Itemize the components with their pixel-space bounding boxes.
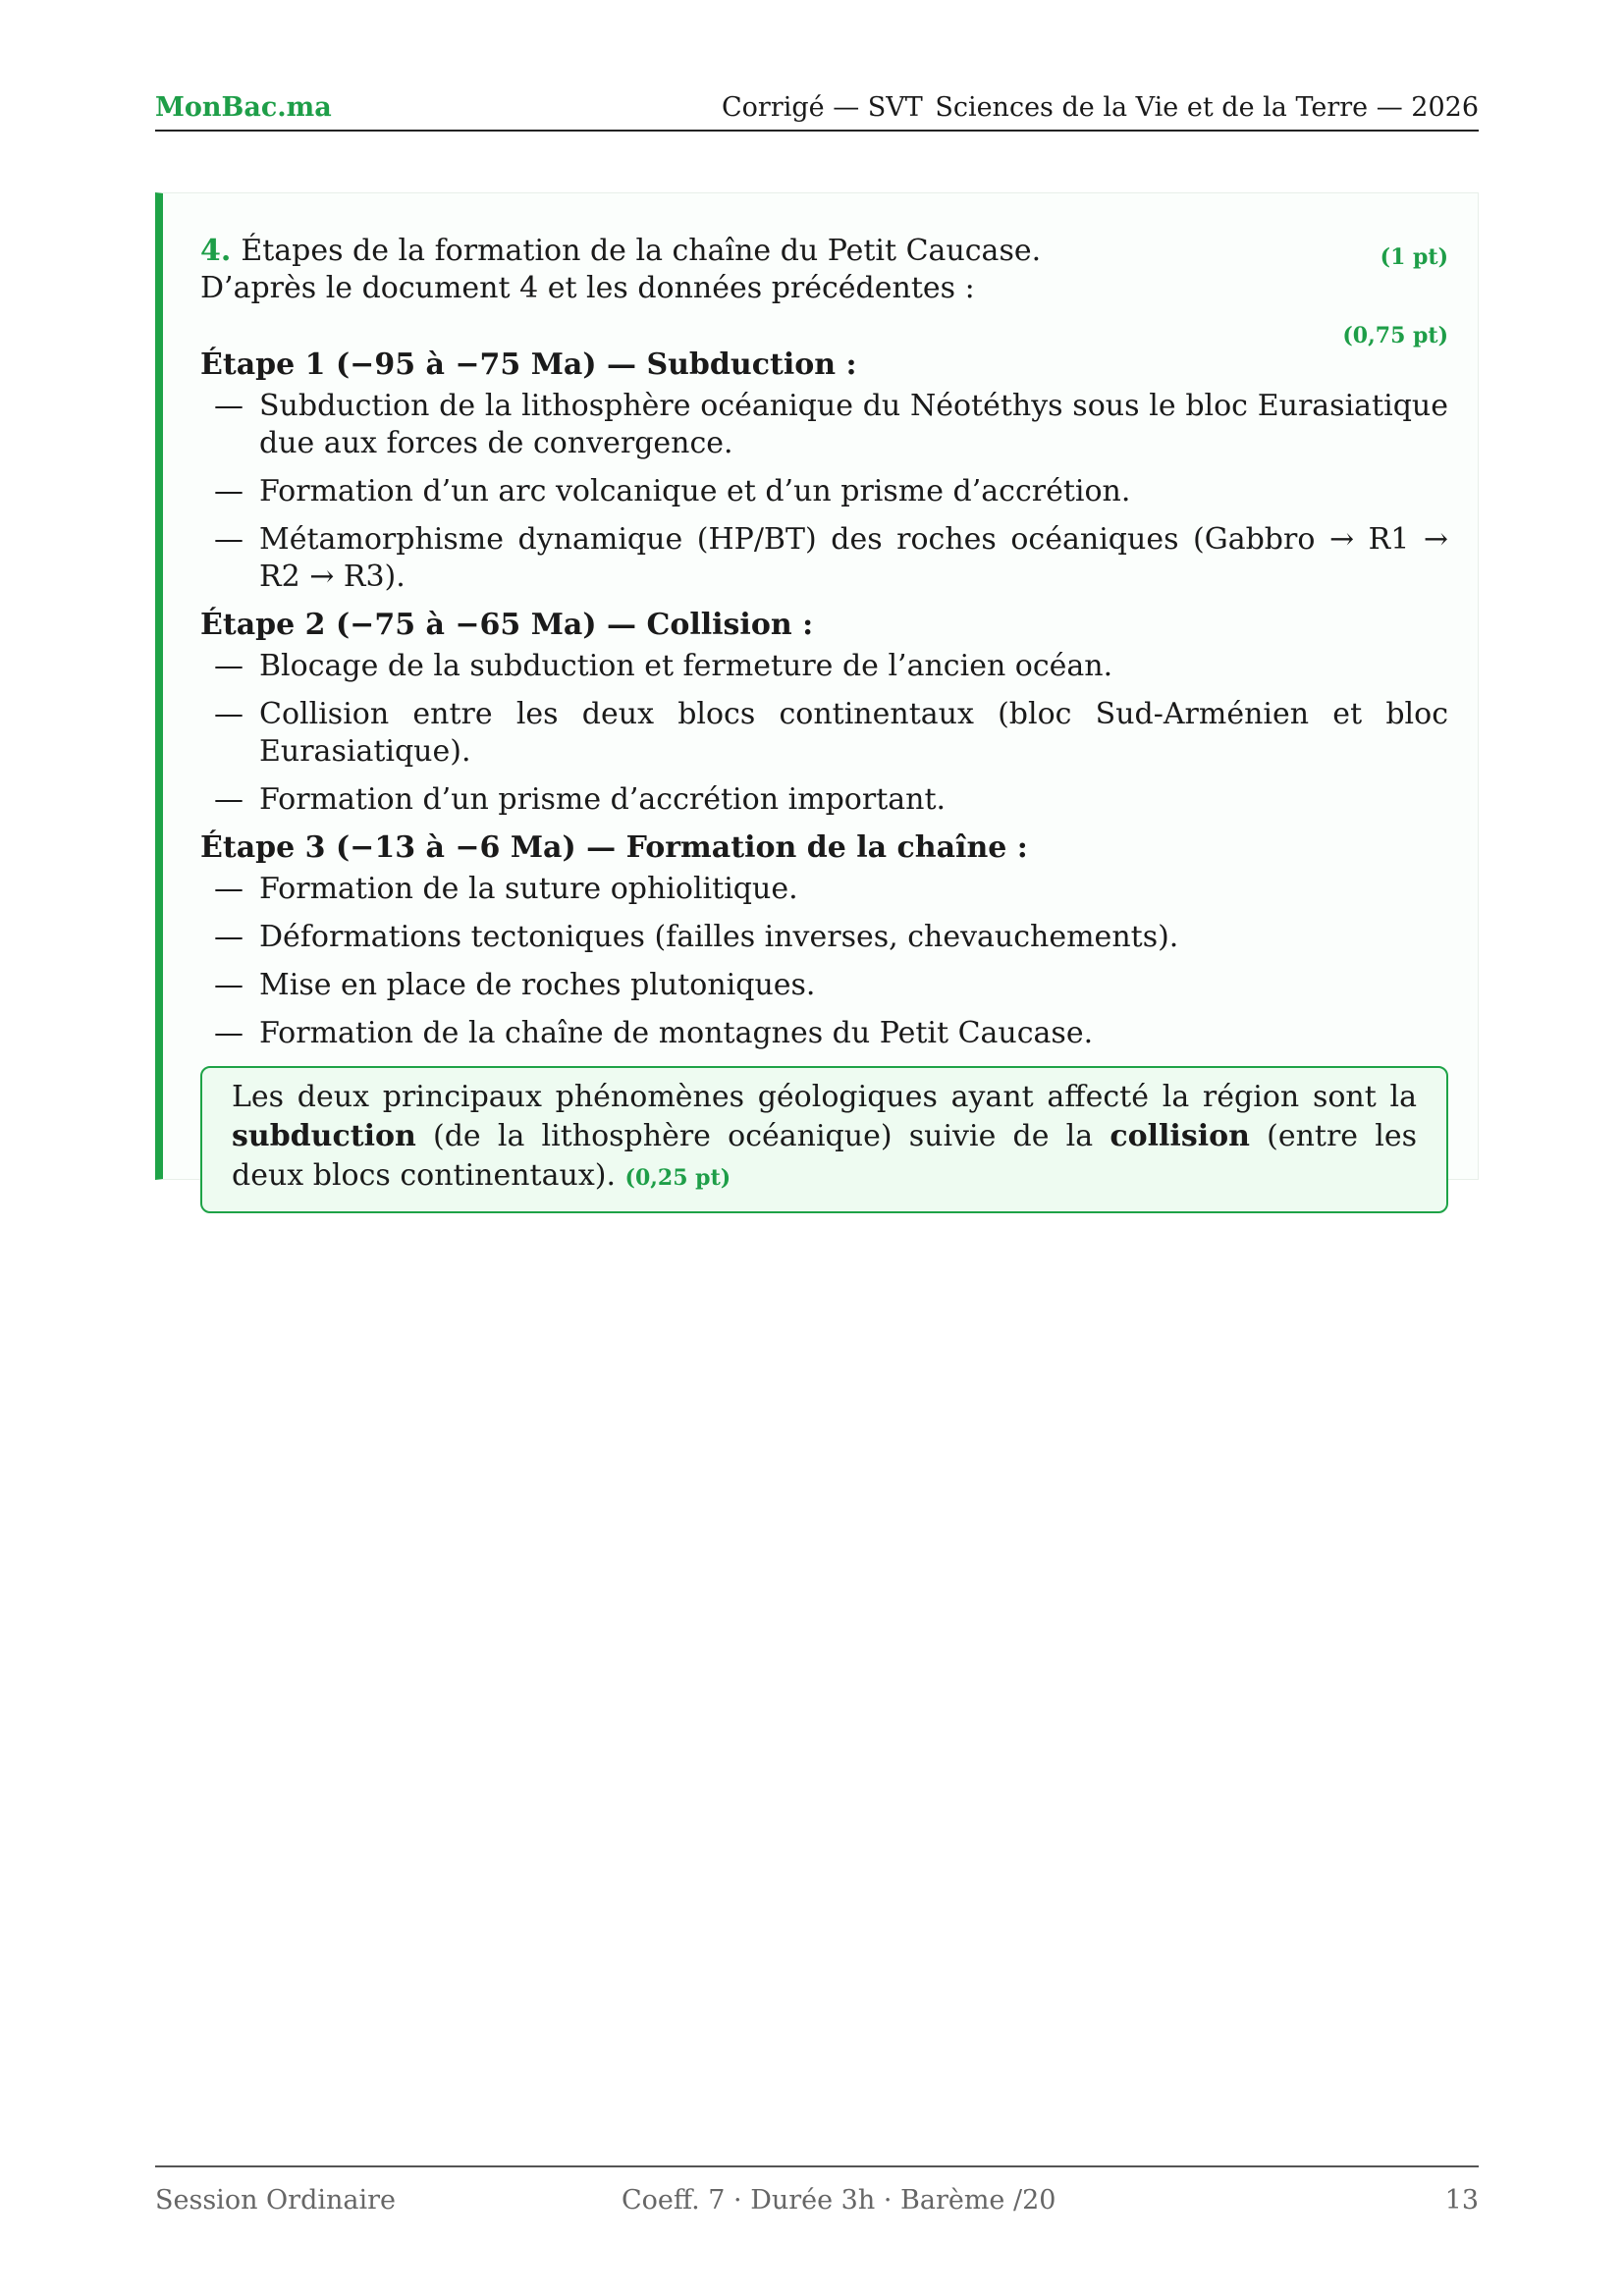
question-title-row bbox=[200, 233, 1448, 270]
answer-card bbox=[155, 192, 1479, 1193]
list-item: — Collision entre les deux blocs continentaux (bloc Sud-Arménien et bloc Eurasiatique). bbox=[200, 696, 1448, 771]
step-list bbox=[200, 648, 1448, 819]
step-heading: Étape 3 (−13 à −6 Ma) — Formation de la chaîne : bbox=[200, 830, 1028, 865]
step-heading: Étape 1 (−95 à −75 Ma) — Subduction : bbox=[200, 347, 857, 382]
brand-logo-text: MonBac.ma bbox=[155, 92, 332, 123]
sub-points-row bbox=[200, 307, 1448, 348]
conclusion-text: Les deux principaux phénomènes géologiques ayant affecté la région sont la bbox=[232, 1080, 1417, 1114]
answer-content bbox=[200, 233, 1448, 1213]
list-item: — Formation d’un arc volcanique et d’un prisme d’accrétion. bbox=[200, 473, 1448, 510]
page-header bbox=[155, 90, 1479, 132]
step-list bbox=[200, 388, 1448, 596]
sub-points: (0,75 pt) bbox=[1342, 323, 1448, 348]
question-points: (1 pt) bbox=[1380, 244, 1448, 270]
question-number: 4. bbox=[200, 234, 232, 268]
conclusion-keyword-collision: collision bbox=[1110, 1119, 1250, 1153]
question-intro: D’après le document 4 et les données précédentes : bbox=[200, 271, 975, 305]
list-item: — Blocage de la subduction et fermeture de l’ancien océan. bbox=[200, 648, 1448, 685]
list-item: — Métamorphisme dynamique (HP/BT) des roches océaniques (Gabbro → R1 → R2 → R3). bbox=[200, 521, 1448, 596]
header-course: Sciences de la Vie et de la Terre — 2026 bbox=[935, 92, 1479, 123]
conclusion-points: (0,25 pt) bbox=[624, 1165, 731, 1191]
conclusion-keyword-subduction: subduction bbox=[232, 1119, 416, 1153]
page-footer bbox=[155, 2165, 1479, 2216]
list-item: — Formation d’un prisme d’accrétion important. bbox=[200, 781, 1448, 819]
step-heading: Étape 2 (−75 à −65 Ma) — Collision : bbox=[200, 608, 814, 642]
conclusion-text: (de la lithosphère océanique) suivie de la bbox=[415, 1119, 1110, 1153]
footer-info: Coeff. 7 · Durée 3h · Barème /20 bbox=[622, 2185, 1056, 2216]
step-list bbox=[200, 871, 1448, 1052]
conclusion-text: (entre les deux blocs continentaux). bbox=[232, 1119, 1417, 1193]
list-item: — Formation de la suture ophiolitique. bbox=[200, 871, 1448, 908]
list-item: — Mise en place de roches plutoniques. bbox=[200, 967, 1448, 1004]
conclusion-box bbox=[200, 1066, 1448, 1213]
question-title: Étapes de la formation de la chaîne du Petit Caucase. bbox=[241, 234, 1042, 268]
header-subject: Corrigé — SVT bbox=[722, 92, 923, 123]
list-item: — Subduction de la lithosphère océanique du Néotéthys sous le bloc Eurasiatique due aux forces de convergence. bbox=[200, 388, 1448, 462]
page-number: 13 bbox=[1444, 2185, 1479, 2216]
footer-session: Session Ordinaire bbox=[155, 2185, 397, 2216]
list-item: — Déformations tectoniques (failles inverses, chevauchements). bbox=[200, 919, 1448, 956]
list-item: — Formation de la chaîne de montagnes du Petit Caucase. bbox=[200, 1015, 1448, 1052]
